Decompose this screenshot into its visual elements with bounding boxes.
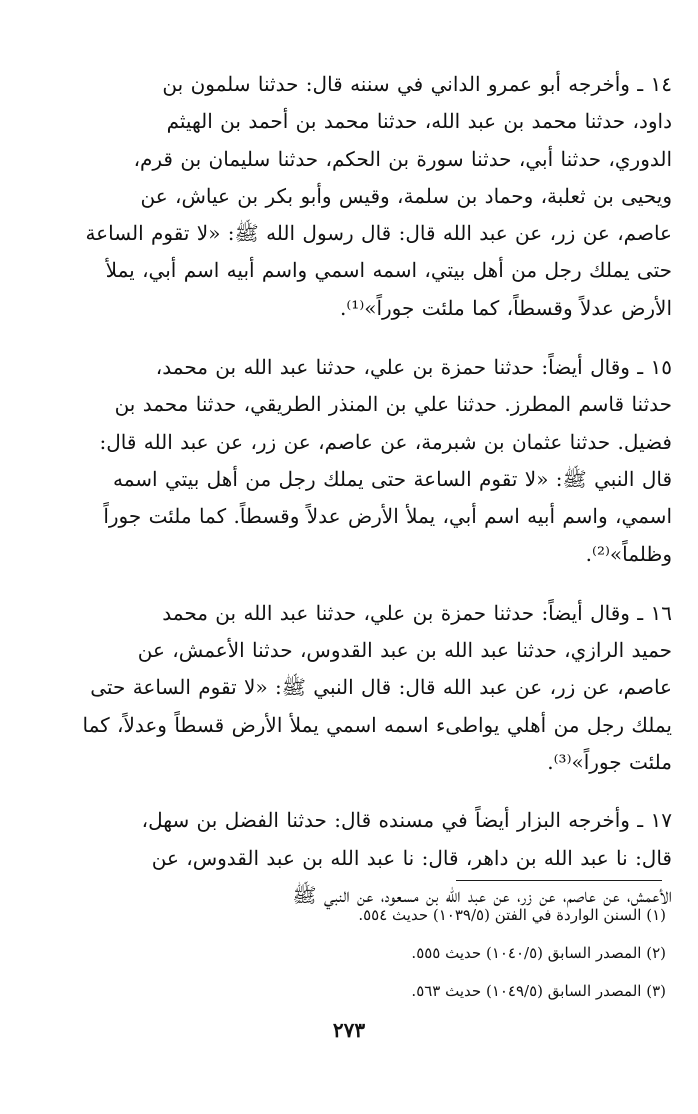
footnote-1: (١) السنن الواردة في الفتن (١٠٣٩/٥) حديث ٥٥٤. xyxy=(358,906,666,924)
footnotes xyxy=(64,896,672,1010)
paragraph-15 xyxy=(64,349,672,573)
text-line: اسمي، واسم أبيه اسم أبي، يملأ الأرض عدلاً وقسطاً. كما ملئت جوراً xyxy=(103,504,672,529)
text-line: حتى يملك رجل من أهل بيتي، اسمه اسمي واسم أبيه اسم أبي، يملأ xyxy=(105,258,672,283)
text-line: داود، حدثنا محمد بن عبد الله، حدثنا محمد بن أحمد بن الهيثم xyxy=(166,109,672,134)
text-line: حدثنا قاسم المطرز. حدثنا علي بن المنذر الطريقي، حدثنا محمد بن xyxy=(114,392,672,417)
footnote-3: (٣) المصدر السابق (١٠٤٩/٥) حديث ٥٦٣. xyxy=(411,982,666,1000)
paragraph-16 xyxy=(64,595,672,781)
text-line: قال النبي ﷺ: «لا تقوم الساعة حتى يملك رجل من أهل بيتي اسمه xyxy=(113,466,672,491)
text-line: يملك رجل من أهلي يواطىء اسمه اسمي يملأ الأرض قسطاً وعدلاً، كما xyxy=(82,712,672,737)
text-line: ١٥ ـ وقال أيضاً: حدثنا حمزة بن علي، حدثنا عبد الله بن محمد، xyxy=(155,355,672,380)
text-line: عاصم، عن زر، عن عبد الله قال: قال رسول الله ﷺ: «لا تقوم الساعة xyxy=(85,221,672,246)
text-line: ويحيى بن ثعلبة، وحماد بن سلمة، وقيس وأبو بكر بن عياش، عن xyxy=(140,183,672,208)
text-line: الأعمش، عن عاصم، عن زر، عن عبد الله بن مسعود، عن النبي ﷺ xyxy=(292,882,672,907)
text-line: قال: نا عبد الله بن داهر، قال: نا عبد الله بن عبد القدوس، عن xyxy=(151,845,672,870)
text-line: ١٤ ـ وأخرجه أبو عمرو الداني في سننه قال: حدثنا سلمون بن xyxy=(162,72,672,96)
page-number: ٢٧٣ xyxy=(332,1018,366,1042)
footnote-divider xyxy=(456,880,662,881)
text-line: حميد الرازي، حدثنا عبد الله بن عبد القدوس، حدثنا الأعمش، عن xyxy=(137,638,672,663)
text-line: الأرض عدلاً وقسطاً، كما ملئت جوراً»⁽¹⁾. xyxy=(340,295,672,320)
text-line: الدوري، حدثنا أبي، حدثنا سورة بن الحكم، حدثنا سليمان بن قرم، xyxy=(133,146,672,171)
text-line: ١٦ ـ وقال أيضاً: حدثنا حمزة بن علي، حدثنا عبد الله بن محمد xyxy=(162,600,672,625)
footnote-2: (٢) المصدر السابق (١٠٤٠/٥) حديث ٥٥٥. xyxy=(411,944,666,962)
text-line: عاصم، عن زر، عن عبد الله قال: قال النبي ﷺ: «لا تقوم الساعة حتى xyxy=(90,675,672,700)
paragraph-14 xyxy=(64,66,672,327)
text-line: فضيل. حدثنا عثمان بن شبرمة، عن عاصم، عن زر، عن عبد الله قال: xyxy=(99,429,672,454)
text-line: ١٧ ـ وأخرجه البزار أيضاً في مسنده قال: حدثنا الفضل بن سهل، xyxy=(141,808,672,833)
text-line: وظلماً»⁽²⁾. xyxy=(585,541,672,566)
text-line: ملئت جوراً»⁽³⁾. xyxy=(547,750,672,775)
body-text xyxy=(64,66,672,914)
